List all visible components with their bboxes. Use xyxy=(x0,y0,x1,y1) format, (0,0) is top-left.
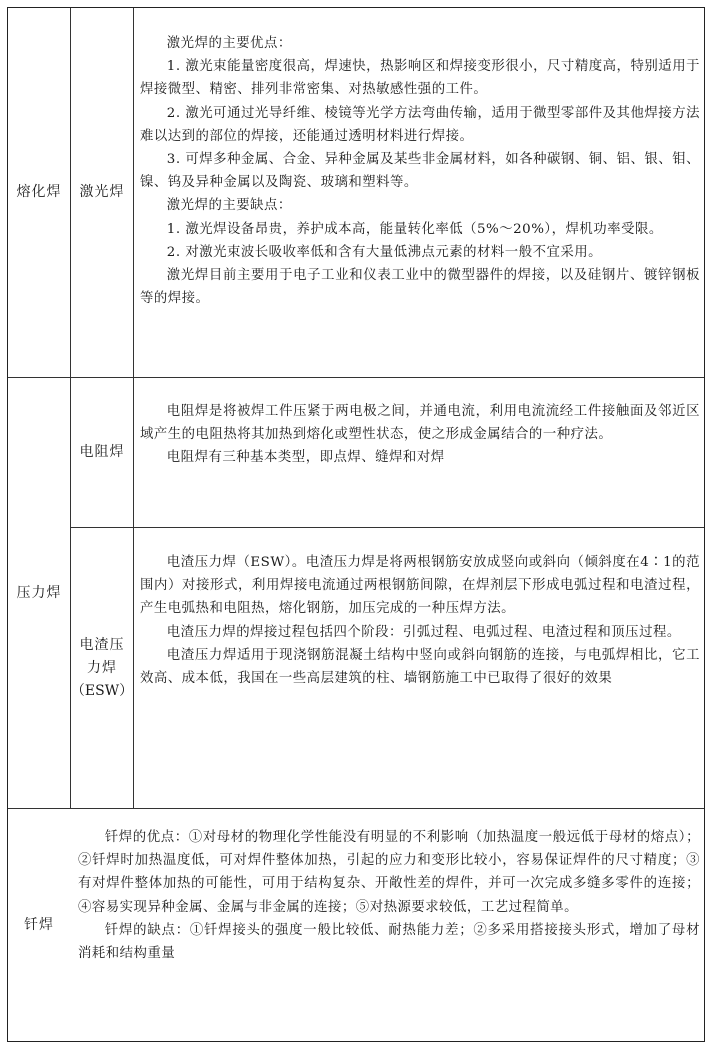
divider-col-2 xyxy=(133,8,134,808)
paragraph: 电阻焊是将被焊工件压紧于两电极之间，并通电流，利用电流流经工件接触面及邻近区域产生的电阻热将其加热到熔化或塑性状态，使之形成金属结合的一种疗法。 xyxy=(140,404,700,443)
paragraph: 激光焊目前主要用于电子工业和仪表工业中的微型器件的焊接，以及硅钢片、镀锌钢板等的焊接。 xyxy=(140,268,700,307)
divider-row-pressure xyxy=(70,527,704,528)
paragraph: 电渣压力焊适用于现浇钢筋混凝土结构中竖向或斜向钢筋的连接，与电弧焊相比，它工效高、成本低，我国在一些高层建筑的柱、墙钢筋施工中已取得了很好的效果 xyxy=(140,647,700,687)
method-resistance-welding: 电阻焊 xyxy=(79,444,125,460)
paragraph: 钎焊的缺点：①钎焊接头的强度一般比较低、耐热能力差；②多采用搭接接头形式，增加了母材消耗和结构重量 xyxy=(78,922,700,962)
method-esw-line2: 力焊 xyxy=(87,659,117,676)
method-esw-line3: （ESW） xyxy=(70,682,134,699)
paragraph: 1. 激光焊设备昂贵，养护成本高，能量转化率低（5%～20%），焊机功率受限。 xyxy=(166,221,663,237)
brazing-description xyxy=(78,826,700,965)
paragraph: 电阻焊有三种基本类型，即点焊、缝焊和对焊 xyxy=(166,450,445,466)
paragraph: 电渣压力焊（ESW）。电渣压力焊是将两根钢筋安放成竖向或斜向（倾斜度在4∶1的范围内）对接形式，利用焊接电流通过两根钢筋间隙，在焊剂层下形成电弧过程和电渣过程，产生电弧热和电阻热，熔化钢筋，加压完成的一种压焊方法。 xyxy=(140,555,700,617)
paragraph: 1. 激光束能量密度很高，焊速快，热影响区和焊接变形很小，尺寸精度高，特别适用于焊接微型、精密、排列非常密集、对热敏感性强的工件。 xyxy=(140,59,700,98)
category-pressure-welding: 压力焊 xyxy=(16,584,62,601)
paragraph: 2. 激光可通过光导纤维、棱镜等光学方法弯曲传输，适用于微型零部件及其他焊接方法难以达到的部位的焊接，还能通过透明材料进行焊接。 xyxy=(140,105,700,144)
paragraph: 3. 可焊多种金属、合金、异种金属及某些非金属材料，如各种碳钢、铜、铝、银、钼、镍、钨及异种金属以及陶瓷、玻璃和塑料等。 xyxy=(140,152,700,191)
divider-row-2 xyxy=(8,808,704,809)
method-electroslag-pressure-welding xyxy=(71,528,133,808)
paragraph: 钎焊的优点：①对母材的物理化学性能没有明显的不利影响（加热温度一般远低于母材的熔点）；②钎焊时加热温度低，可对焊件整体加热，引起的应力和变形比较小，容易保证焊件的尺寸精度；③有对焊件整体加热的可能性，可用于结构复杂、开敞性差的焊件，并可一次完成多缝多零件的连接；④容易实现异种金属、金属与非金属的连接；⑤对热源要求较低，工艺过程简单。 xyxy=(78,830,700,915)
paragraph: 激光焊的主要优点： xyxy=(166,36,292,51)
laser-welding-description xyxy=(140,32,700,310)
esw-description xyxy=(140,551,700,690)
method-esw-line1: 电渣压 xyxy=(79,636,125,653)
paragraph: 电渣压力焊的焊接过程包括四个阶段：引弧过程、电弧过程、电渣过程和顶压过程。 xyxy=(166,624,681,640)
method-laser-welding: 激光焊 xyxy=(79,184,125,200)
paragraph: 激光焊的主要缺点： xyxy=(166,198,292,214)
resistance-welding-description xyxy=(140,400,700,470)
paragraph: 2. 对激光束波长吸收率低和含有大量低沸点元素的材料一般不宜采用。 xyxy=(166,244,603,260)
category-brazing: 钎焊 xyxy=(24,916,54,933)
category-fusion-welding: 熔化焊 xyxy=(16,184,62,200)
